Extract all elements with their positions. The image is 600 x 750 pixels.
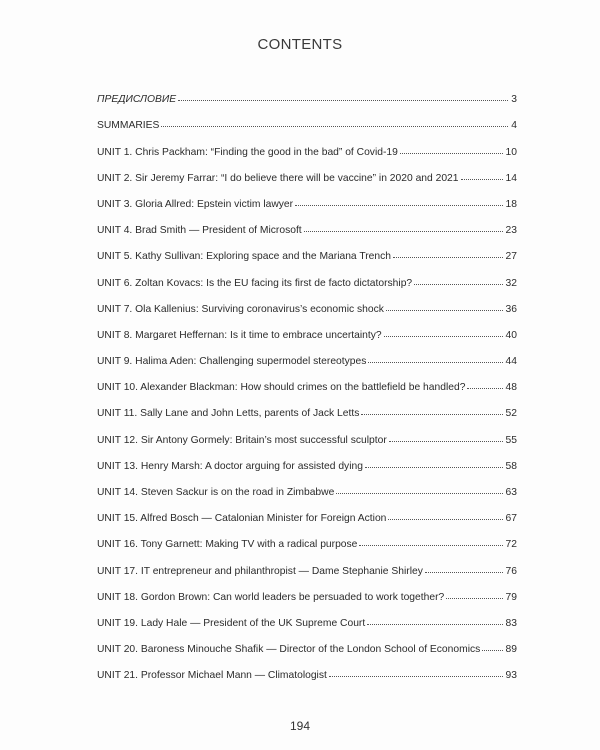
toc-entry-page: 27 — [505, 251, 517, 263]
toc-entry-page: 63 — [505, 487, 517, 498]
table-of-contents — [97, 80, 517, 682]
toc-entry-page: 83 — [505, 617, 517, 629]
toc-entry-page: 3 — [511, 94, 517, 106]
toc-entry-page: 32 — [505, 277, 517, 289]
dot-leader — [467, 388, 502, 389]
toc-entry-page: 76 — [505, 565, 517, 577]
dot-leader — [446, 598, 502, 599]
toc-entry-title: UNIT 19. Lady Hale — President of the UK Supreme Court — [97, 617, 366, 629]
toc-entry-title: UNIT 4. Brad Smith — President of Microsoft — [97, 225, 302, 237]
toc-entry-title: UNIT 8. Margaret Heffernan: Is it time to embrace uncertainty? — [97, 329, 382, 341]
dot-leader — [393, 257, 503, 258]
toc-entry — [97, 551, 517, 577]
toc-entry-page: 55 — [505, 434, 517, 446]
dot-leader — [425, 572, 503, 573]
dot-leader — [389, 441, 503, 442]
toc-entry — [97, 630, 517, 656]
toc-entry — [97, 211, 517, 237]
toc-entry-page: 14 — [505, 172, 517, 184]
toc-entry-page: 58 — [505, 460, 517, 472]
toc-entry-page: 4 — [511, 120, 517, 132]
toc-entry — [97, 185, 517, 211]
toc-entry-page: 89 — [505, 644, 517, 656]
toc-entry-title: UNIT 17. IT entrepreneur and philanthropist — Dame Stephanie Shirley — [97, 565, 423, 577]
dot-leader — [361, 414, 502, 415]
toc-entry-title: UNIT 18. Gordon Brown: Can world leaders be persuaded to work together? — [97, 591, 445, 603]
toc-entry-title: UNIT 11. Sally Lane and John Letts, parents of Jack Letts — [97, 408, 360, 420]
toc-entry — [97, 316, 517, 342]
toc-entry — [97, 499, 517, 525]
toc-entry-page: 67 — [505, 513, 517, 525]
toc-entry — [97, 604, 517, 630]
toc-entry-title: ПРЕДИСЛОВИЕ — [97, 94, 177, 106]
toc-entry-title: UNIT 5. Kathy Sullivan: Exploring space and the Mariana Trench — [97, 251, 391, 263]
toc-entry-title: SUMMARIES — [97, 120, 160, 132]
toc-entry-title: UNIT 7. Ola Kallenius: Surviving coronavirus’s economic shock — [97, 303, 384, 315]
toc-entry-page: 23 — [505, 225, 517, 237]
toc-entry — [97, 578, 517, 604]
page-title: CONTENTS — [257, 36, 343, 53]
dot-leader — [365, 467, 503, 468]
toc-entry — [97, 420, 517, 446]
dot-leader — [400, 153, 503, 154]
toc-entry-title: UNIT 15. Alfred Bosch — Catalonian Minister for Foreign Action — [97, 513, 387, 525]
toc-entry — [97, 473, 517, 499]
dot-leader — [368, 362, 502, 363]
dot-leader — [336, 493, 502, 494]
toc-entry — [97, 237, 517, 263]
toc-entry-title: UNIT 16. Tony Garnett: Making TV with a radical purpose — [97, 539, 358, 551]
toc-entry-page: 72 — [505, 539, 517, 551]
dot-leader — [178, 100, 508, 101]
toc-entry-page: 52 — [505, 408, 517, 420]
toc-entry-title: UNIT 1. Chris Packham: “Finding the good in the bad” of Covid-19 — [97, 146, 398, 158]
dot-leader — [367, 624, 502, 625]
toc-entry-title: UNIT 9. Halima Aden: Challenging supermodel stereotypes — [97, 356, 367, 368]
toc-entry — [97, 656, 517, 682]
toc-entry — [97, 263, 517, 289]
toc-entry-title: UNIT 12. Sir Antony Gormely: Britain’s most successful sculptor — [97, 434, 387, 446]
toc-entry-page: 79 — [505, 591, 517, 603]
toc-entry — [97, 394, 517, 420]
toc-entry-title: UNIT 13. Henry Marsh: A doctor arguing for assisted dying — [97, 460, 363, 472]
toc-entry — [97, 106, 517, 132]
toc-entry-page: 40 — [505, 329, 517, 341]
dot-leader — [304, 231, 503, 232]
dot-leader — [295, 205, 502, 206]
toc-entry — [97, 290, 517, 316]
toc-entry-page: 10 — [505, 146, 517, 158]
dot-leader — [386, 310, 503, 311]
dot-leader — [461, 179, 503, 180]
toc-entry-title: UNIT 14. Steven Sackur is on the road in Zimbabwe — [97, 487, 335, 498]
dot-leader — [161, 126, 508, 127]
toc-entry-page: 36 — [505, 303, 517, 315]
dot-leader — [388, 519, 502, 520]
toc-entry-title: UNIT 2. Sir Jeremy Farrar: “I do believe there will be vaccine” in 2020 and 2021 — [97, 172, 459, 184]
toc-entry — [97, 447, 517, 473]
dot-leader — [482, 650, 502, 651]
dot-leader — [329, 676, 503, 677]
dot-leader — [359, 545, 502, 546]
toc-entry-page: 18 — [505, 198, 517, 210]
toc-entry — [97, 159, 517, 185]
toc-entry-title: UNIT 21. Professor Michael Mann — Climatologist — [97, 670, 327, 682]
toc-entry — [97, 525, 517, 551]
toc-entry-page: 93 — [505, 670, 517, 682]
toc-entry-page: 44 — [505, 356, 517, 368]
dot-leader — [414, 284, 502, 285]
toc-entry — [97, 342, 517, 368]
toc-entry-title: UNIT 20. Baroness Minouche Shafik — Director of the London School of Economics — [97, 644, 481, 656]
dot-leader — [384, 336, 503, 337]
toc-entry-title: UNIT 6. Zoltan Kovacs: Is the EU facing its first de facto dictatorship? — [97, 277, 413, 289]
toc-entry-title: UNIT 3. Gloria Allred: Epstein victim lawyer — [97, 198, 294, 210]
toc-entry-title: UNIT 10. Alexander Blackman: How should crimes on the battlefield be handled? — [97, 382, 466, 394]
toc-entry — [97, 368, 517, 394]
toc-entry — [97, 132, 517, 158]
page-number: 194 — [289, 719, 311, 733]
toc-entry-page: 48 — [505, 382, 517, 394]
toc-entry — [97, 80, 517, 106]
